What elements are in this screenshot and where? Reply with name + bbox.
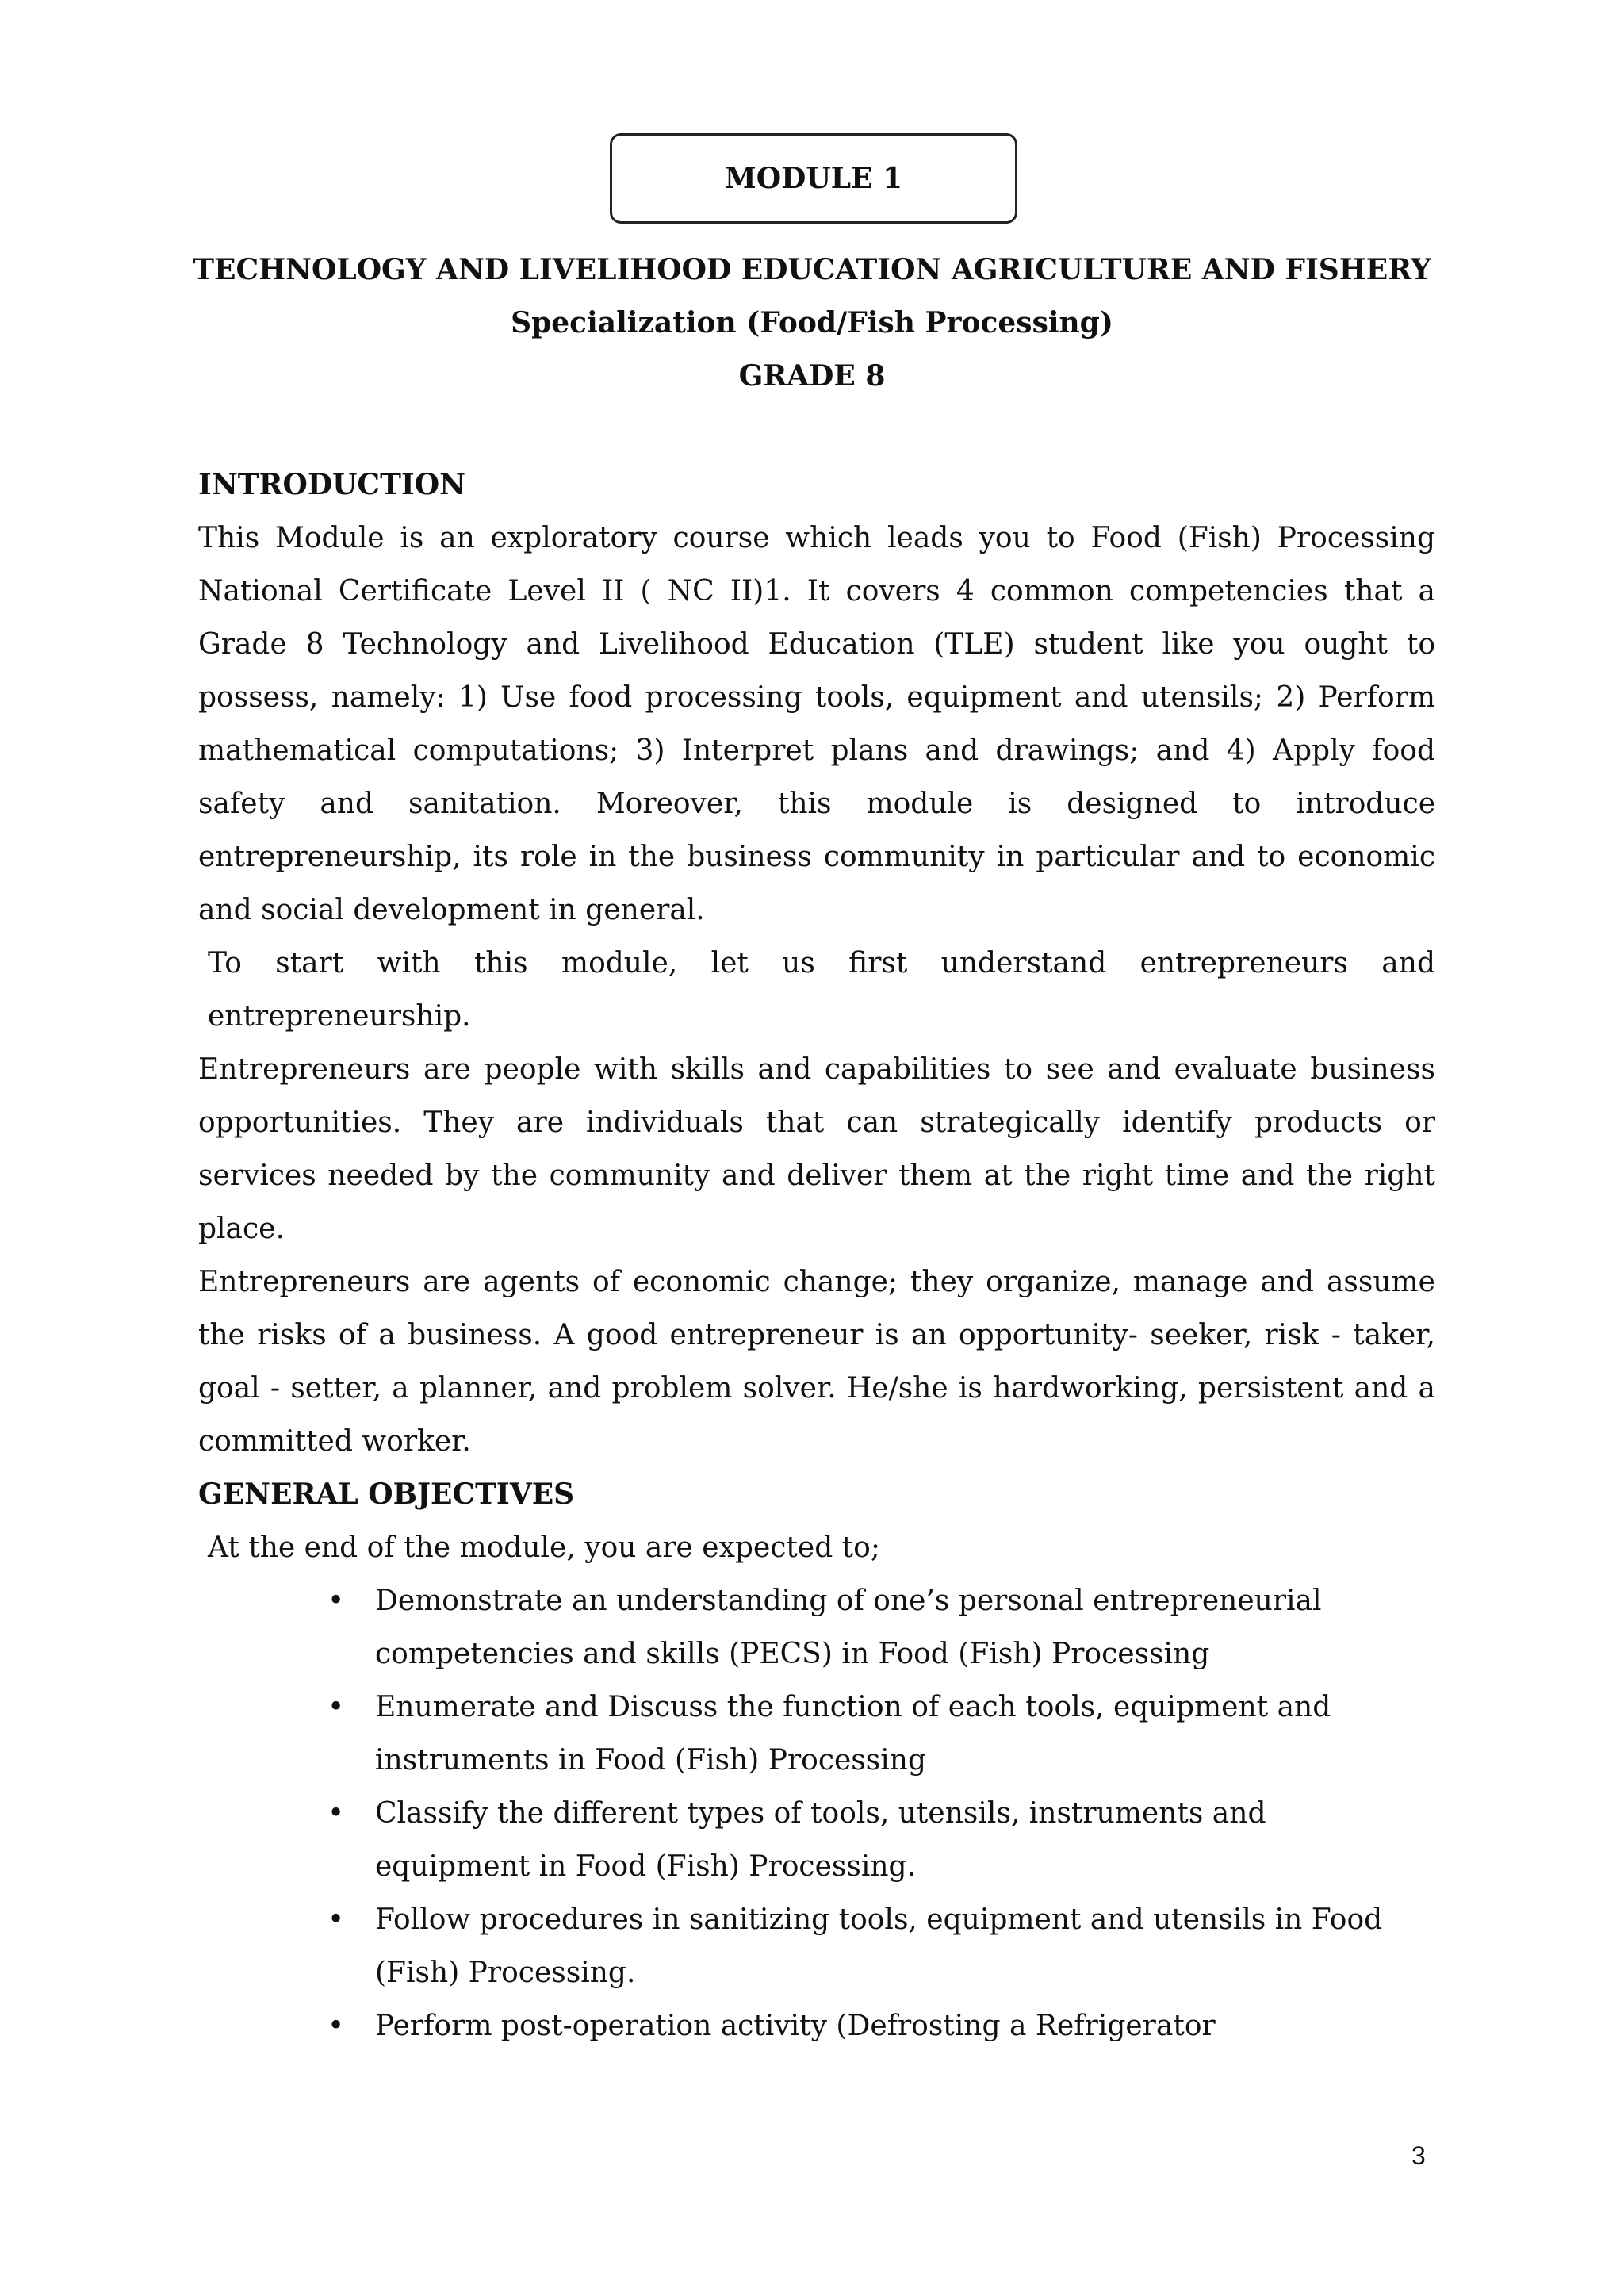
objectives-lead: At the end of the module, you are expected to; (208, 1531, 880, 1564)
bullet-icon: • (327, 2010, 345, 2042)
introduction-paragraph: Entrepreneurs are agents of economic change; they organize, manage and assume the risks of a business. A good entrepreneur is an opportunity- seeker, risk - taker, goal - setter, a planner, and problem solver. He/she is hardworking, persistent and a committed worker. (198, 1266, 1435, 1458)
objective-text: Perform post-operation activity (Defrosting a Refrigerator (375, 2010, 1216, 2042)
introduction-paragraph: To start with this module, let us first understand entrepreneurs and entrepreneurship. (208, 947, 1435, 1033)
introduction-heading: INTRODUCTION (198, 468, 465, 501)
document-title: TECHNOLOGY AND LIVELIHOOD EDUCATION AGRICULTURE AND FISHERY (193, 253, 1431, 286)
list-item (198, 1681, 1410, 1787)
bullet-icon: • (327, 1585, 345, 1617)
objective-text: Classify the different types of tools, utensils, instruments and equipment in Food (Fish) Processing. (375, 1797, 1266, 1883)
list-item (198, 1574, 1410, 1681)
grade-label: GRADE 8 (738, 359, 886, 393)
page-number: 3 (1411, 2141, 1426, 2170)
objectives-heading: GENERAL OBJECTIVES (198, 1478, 575, 1511)
objectives-list (198, 1574, 1435, 2053)
module-label: MODULE 1 (724, 162, 903, 195)
list-item (198, 1893, 1410, 1999)
bullet-icon: • (327, 1691, 345, 1723)
objective-text: Enumerate and Discuss the function of each tools, equipment and instruments in Food (Fish) Processing (375, 1691, 1331, 1777)
document-body (198, 458, 1435, 2053)
bullet-icon: • (327, 1903, 345, 1936)
list-item (198, 1787, 1410, 1893)
module-label-box (610, 133, 1017, 224)
introduction-paragraph: Entrepreneurs are people with skills and capabilities to see and evaluate business opportunities. They are individuals that can strategically identify products or services needed by the community and deliver them at the right time and the right place. (198, 1053, 1435, 1245)
objective-text: Follow procedures in sanitizing tools, equipment and utensils in Food (Fish) Processing. (375, 1903, 1383, 1989)
bullet-icon: • (327, 1797, 345, 1830)
specialization-subtitle: Specialization (Food/Fish Processing) (511, 306, 1113, 339)
objective-text: Demonstrate an understanding of one’s personal entrepreneurial competencies and skills (PECS) in Food (Fish) Processing (375, 1585, 1322, 1670)
list-item (198, 1999, 1410, 2053)
introduction-paragraph: This Module is an exploratory course which leads you to Food (Fish) Processing National Certificate Level II ( NC II)1. It covers 4 common competencies that a Grade 8 Technology and Livelihood Education (TLE) student like you ought to possess, namely: 1) Use food processing tools, equipment and utensils; 2) Perform mathematical computations; 3) Interpret plans and drawings; and 4) Apply food safety and sanitation. Moreover, this module is designed to introduce entrepreneurship, its role in the business community in particular and to economic and social development in general. (198, 522, 1435, 926)
